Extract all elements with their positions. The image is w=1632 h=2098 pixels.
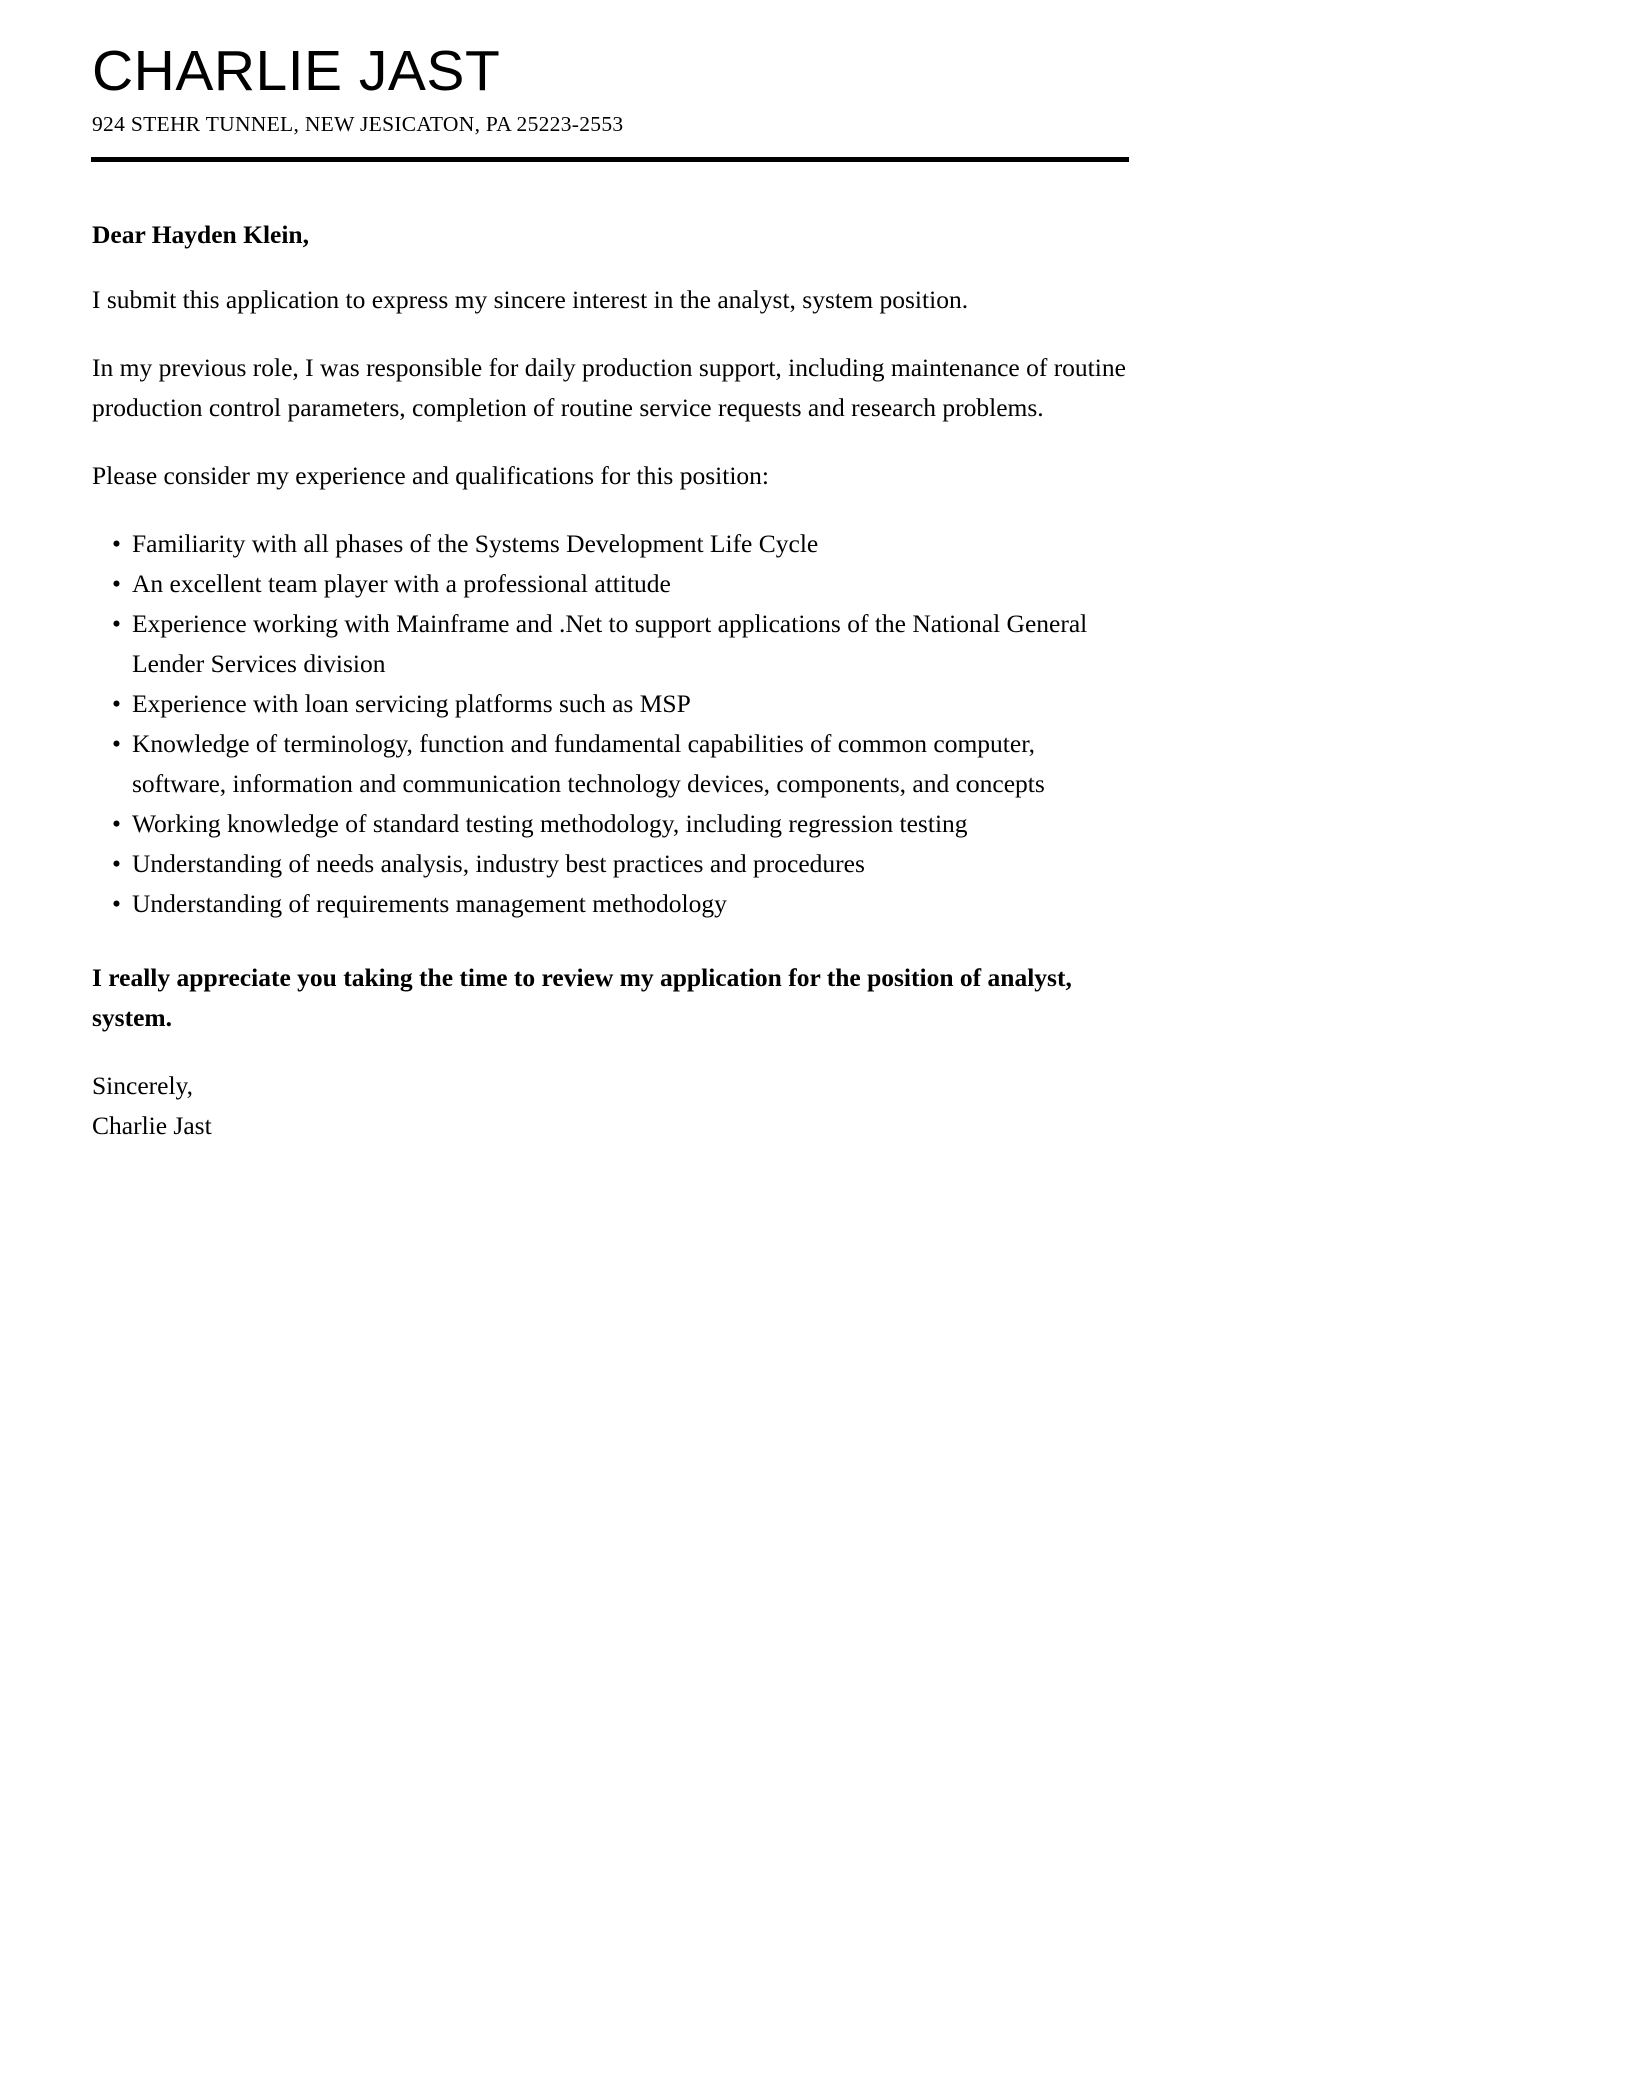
qualifications-list [90,524,1130,924]
list-item: • Understanding of needs analysis, industry best practices and procedures [90,844,1130,884]
header-divider-rule [91,157,1129,162]
list-item: • Familiarity with all phases of the Systems Development Life Cycle [90,524,1130,564]
letter-body [90,218,1130,1146]
closing-statement: I really appreciate you taking the time to review my application for the position of analyst, system. [92,963,1072,1032]
list-item: • Experience with loan servicing platforms such as MSP [90,684,1130,724]
salutation: Dear Hayden Klein, [92,220,309,249]
letterhead [90,40,1130,162]
cover-letter [90,40,1130,1146]
list-item: • An excellent team player with a professional attitude [90,564,1130,604]
body-paragraph-2: In my previous role, I was responsible for daily production support, including maintenance of routine production control parameters, completion of routine service requests and research problems. [92,353,1126,422]
applicant-name: CHARLIE JAST [92,39,501,103]
list-item: • Working knowledge of standard testing methodology, including regression testing [90,804,1130,844]
signoff-name: Charlie Jast [92,1111,212,1140]
signature-block [92,1066,1130,1146]
list-item: • Knowledge of terminology, function and fundamental capabilities of common computer, software, information and communication technology devices, components, and concepts [90,724,1130,804]
list-item: • Understanding of requirements management methodology [90,884,1130,924]
body-paragraph-3: Please consider my experience and qualifications for this position: [92,461,769,490]
body-paragraph-1: I submit this application to express my sincere interest in the analyst, system position. [92,285,969,314]
applicant-address: 924 STEHR TUNNEL, NEW JESICATON, PA 25223-2553 [92,112,624,136]
signoff-closing: Sincerely, [92,1071,194,1100]
list-item: • Experience working with Mainframe and .Net to support applications of the National General Lender Services division [90,604,1130,684]
